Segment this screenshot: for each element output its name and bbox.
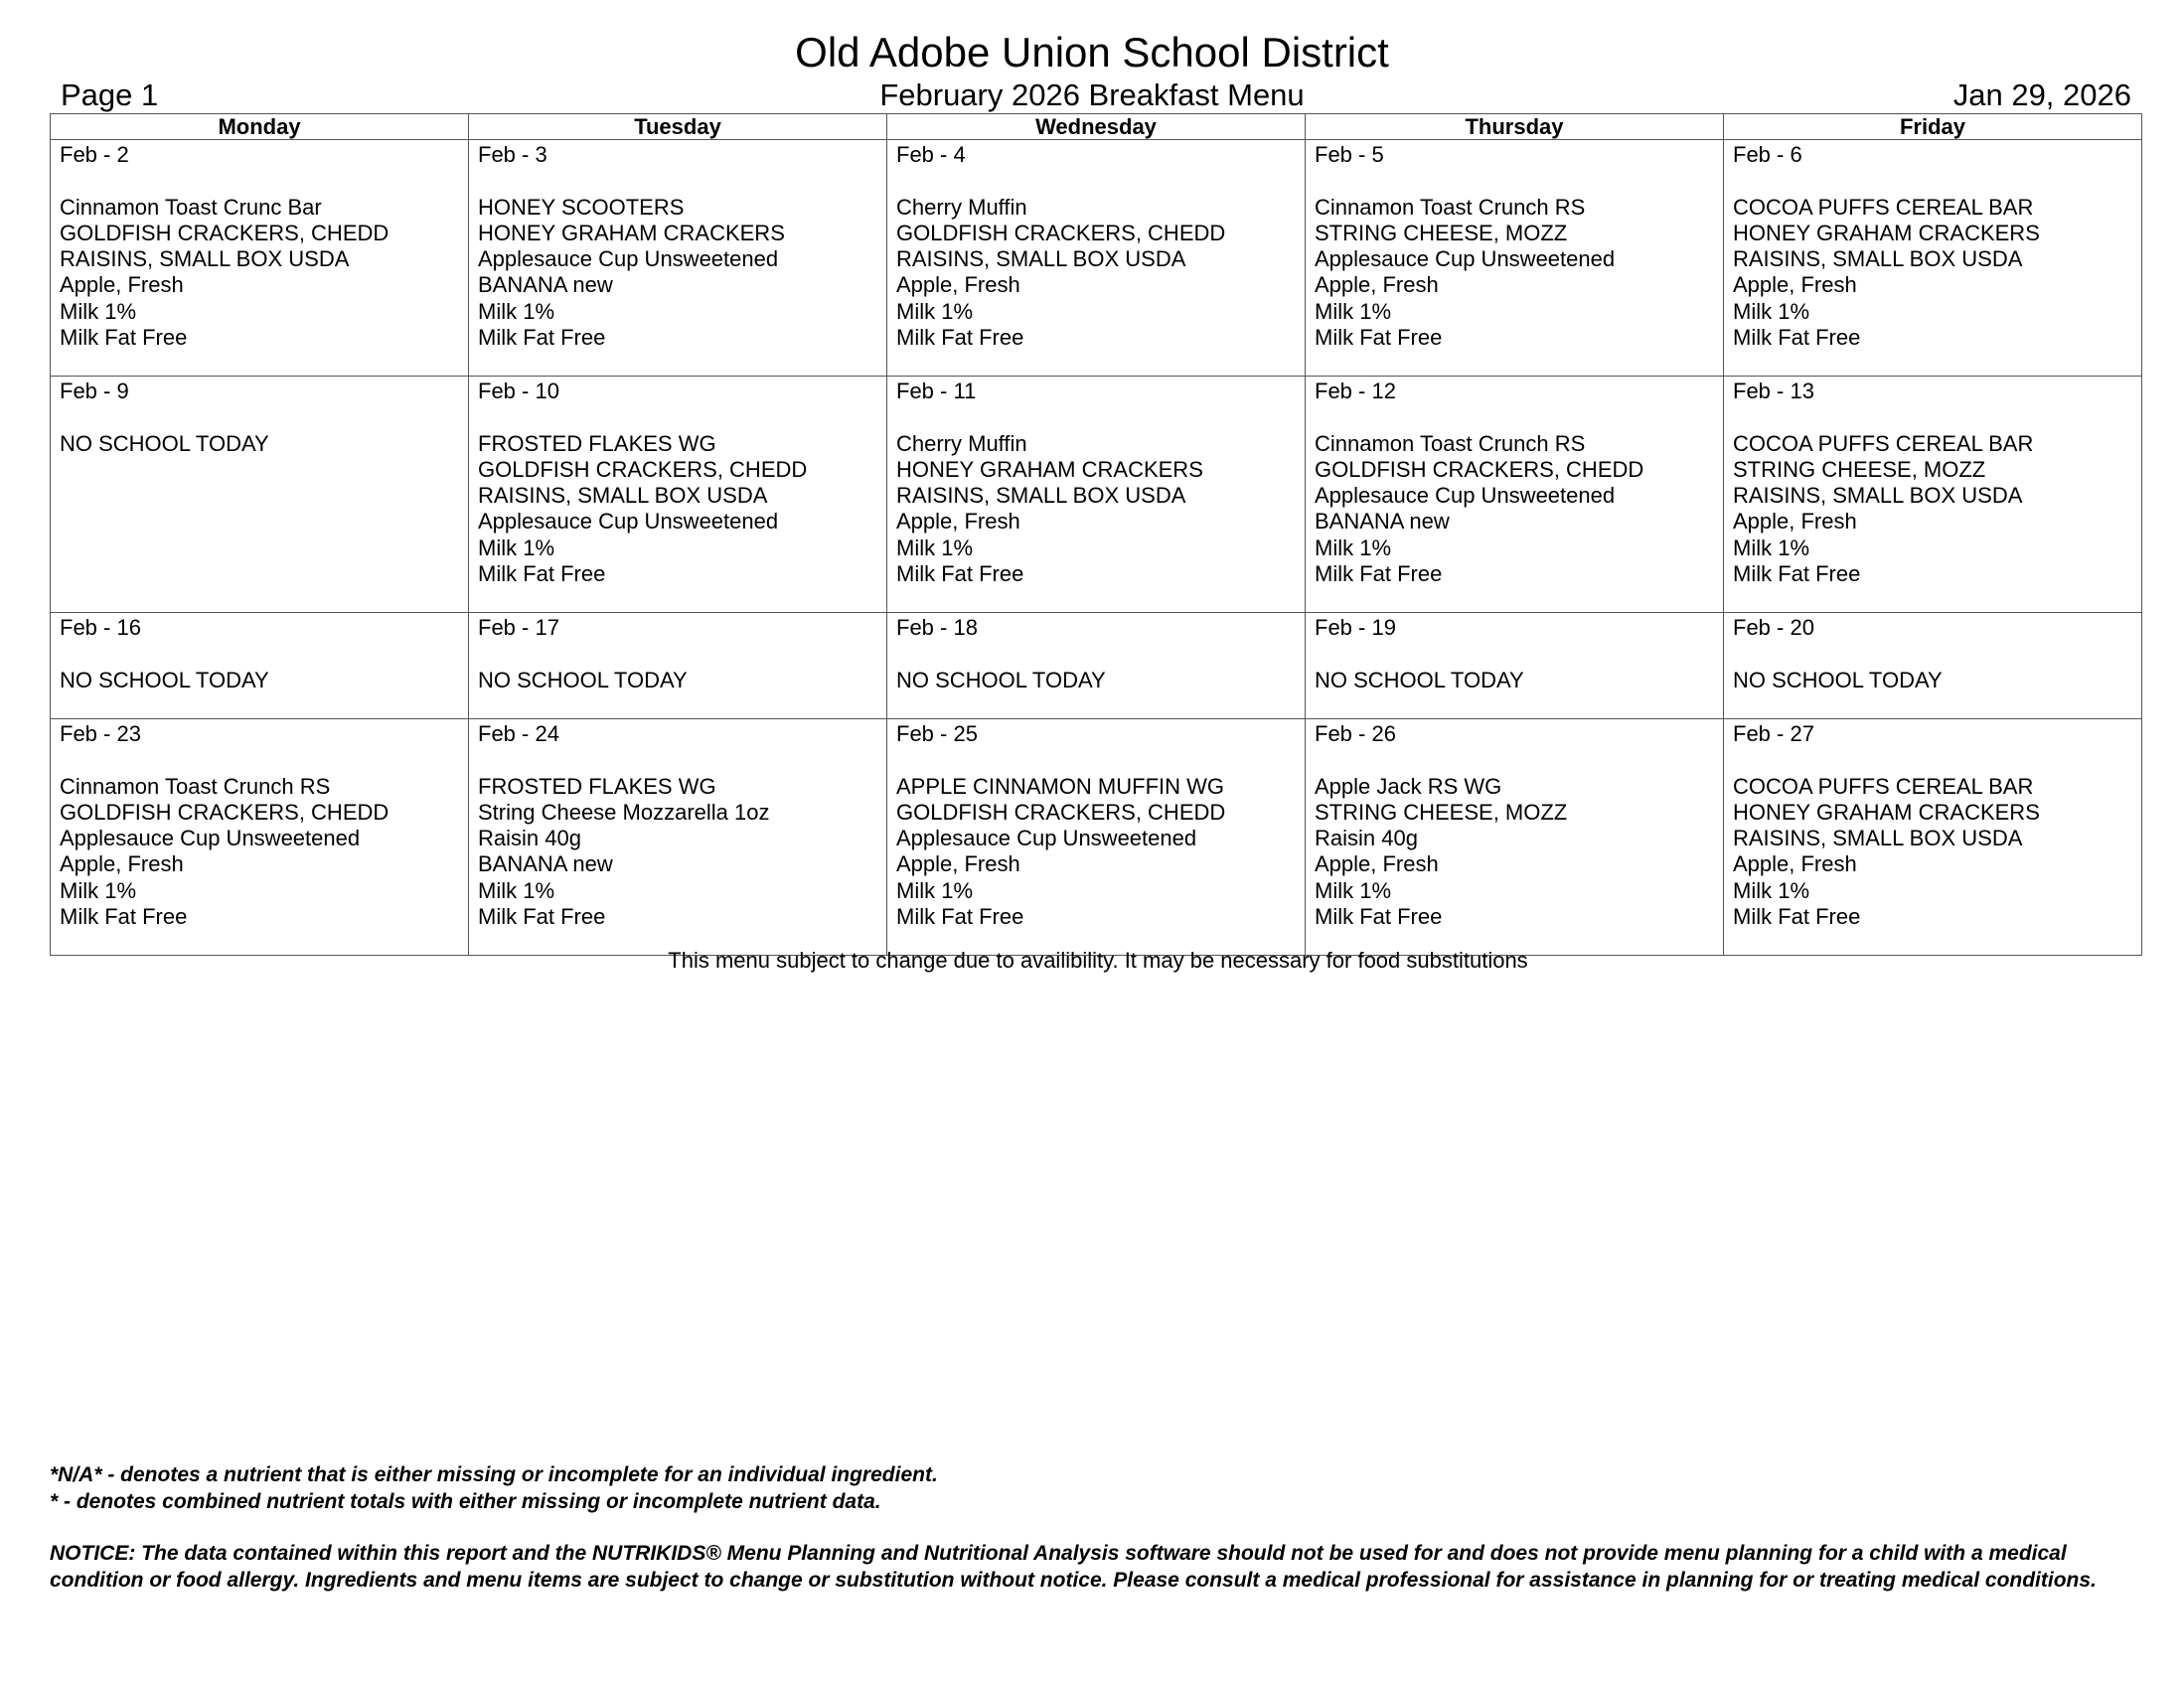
menu-item: Milk Fat Free	[478, 904, 606, 930]
cell-date: Feb - 26	[1315, 721, 1396, 746]
menu-item: Milk Fat Free	[1315, 325, 1443, 351]
menu-item: Applesauce Cup Unsweetened	[1315, 483, 1616, 509]
footnote-na: *N/A* - denotes a nutrient that is either missing or incomplete for an individual ingredient.	[50, 1463, 938, 1486]
week-row	[51, 140, 2142, 377]
menu-item: RAISINS, SMALL BOX USDA	[896, 483, 1186, 509]
menu-item: Applesauce Cup Unsweetened	[478, 246, 779, 272]
footnotes	[50, 1462, 2146, 1594]
menu-item: Milk 1%	[1315, 877, 1392, 903]
day-cell	[1724, 613, 2142, 719]
cell-date: Feb - 2	[60, 142, 129, 167]
menu-item: GOLDFISH CRACKERS, CHEDD	[60, 799, 390, 825]
menu-item: Apple Jack RS WG	[1315, 773, 1502, 799]
menu-item: FROSTED FLAKES WG	[478, 773, 716, 799]
cell-date: Feb - 6	[1733, 142, 1802, 167]
menu-item: Apple, Fresh	[896, 272, 1020, 298]
menu-item: Milk Fat Free	[1733, 904, 1861, 930]
menu-item: Cinnamon Toast Crunch RS	[60, 773, 331, 799]
menu-item: HONEY GRAHAM CRACKERS	[896, 456, 1203, 482]
day-cell	[469, 613, 887, 719]
menu-item: Milk 1%	[1733, 877, 1810, 903]
day-cell	[887, 140, 1306, 377]
cell-date: Feb - 17	[478, 615, 559, 640]
notice-text: NOTICE: The data contained within this report and the NUTRIKIDS® Menu Planning and Nutritional Analysis software should not be used for and does not provide menu planning for a child with a medical condition or food allergy. Ingredients and menu items are subject to change or substitution without notice. Please consult a medical professional for assistance in planning for or treating medical conditions.	[50, 1542, 2097, 1592]
day-cell	[887, 377, 1306, 613]
menu-item: RAISINS, SMALL BOX USDA	[1733, 826, 2023, 851]
day-header-thursday: Thursday	[1306, 114, 1724, 140]
menu-item: Cherry Muffin	[896, 430, 1027, 456]
menu-item: BANANA new	[1315, 509, 1450, 535]
menu-item: STRING CHEESE, MOZZ	[1733, 456, 1986, 482]
menu-item: STRING CHEESE, MOZZ	[1315, 799, 1568, 825]
breakfast-menu-table	[50, 113, 2142, 956]
day-cell	[1724, 377, 2142, 613]
menu-item: RAISINS, SMALL BOX USDA	[1733, 246, 2023, 272]
menu-item: Apple, Fresh	[60, 272, 184, 298]
menu-item: RAISINS, SMALL BOX USDA	[896, 246, 1186, 272]
menu-item: Apple, Fresh	[1315, 272, 1439, 298]
menu-item: HONEY SCOOTERS	[478, 194, 685, 220]
menu-item: Milk Fat Free	[60, 325, 188, 351]
menu-item: String Cheese Mozzarella 1oz	[478, 799, 770, 825]
day-cell	[51, 140, 469, 377]
day-cell	[469, 377, 887, 613]
footnote-star: * - denotes combined nutrient totals with either missing or incomplete nutrient data.	[50, 1489, 881, 1513]
menu-item: RAISINS, SMALL BOX USDA	[478, 483, 768, 509]
menu-item: Milk 1%	[60, 877, 137, 903]
menu-item: Milk Fat Free	[896, 904, 1024, 930]
menu-item: GOLDFISH CRACKERS, CHEDD	[896, 799, 1226, 825]
menu-item: Milk Fat Free	[896, 561, 1024, 587]
menu-item: Apple, Fresh	[1733, 509, 1857, 535]
menu-item: Cinnamon Toast Crunch RS	[1315, 430, 1586, 456]
menu-item: NO SCHOOL TODAY	[60, 430, 269, 456]
menu-item: Milk 1%	[478, 535, 555, 560]
menu-item: Raisin 40g	[1315, 826, 1418, 851]
cell-date: Feb - 23	[60, 721, 141, 746]
menu-item: Apple, Fresh	[1315, 851, 1439, 877]
cell-date: Feb - 10	[478, 379, 559, 403]
cell-date: Feb - 20	[1733, 615, 1814, 640]
cell-date: Feb - 13	[1733, 379, 1814, 403]
day-cell	[51, 719, 469, 956]
menu-item: RAISINS, SMALL BOX USDA	[60, 246, 350, 272]
menu-title: February 2026 Breakfast Menu	[879, 77, 1305, 112]
menu-item: HONEY GRAHAM CRACKERS	[1733, 220, 2040, 245]
menu-item: APPLE CINNAMON MUFFIN WG	[896, 773, 1225, 799]
cell-date: Feb - 3	[478, 142, 547, 167]
menu-item: GOLDFISH CRACKERS, CHEDD	[896, 220, 1226, 245]
menu-item: Apple, Fresh	[1733, 851, 1857, 877]
cell-date: Feb - 11	[896, 379, 977, 403]
menu-item: Cherry Muffin	[896, 194, 1027, 220]
week-row	[51, 613, 2142, 719]
menu-disclaimer: This menu subject to change due to availibility. It may be necessary for food substitutions	[668, 948, 1528, 973]
report-date: Jan 29, 2026	[1952, 77, 2131, 112]
menu-item: Applesauce Cup Unsweetened	[478, 509, 779, 535]
menu-item: GOLDFISH CRACKERS, CHEDD	[1315, 456, 1644, 482]
menu-item: GOLDFISH CRACKERS, CHEDD	[60, 220, 390, 245]
menu-item: HONEY GRAHAM CRACKERS	[1733, 799, 2040, 825]
menu-item: Milk 1%	[478, 877, 555, 903]
menu-item: Milk Fat Free	[1315, 561, 1443, 587]
day-cell	[1306, 613, 1724, 719]
menu-item: Milk 1%	[896, 877, 974, 903]
day-header-tuesday: Tuesday	[469, 114, 887, 140]
menu-item: Milk Fat Free	[60, 904, 188, 930]
menu-item: Apple, Fresh	[896, 509, 1020, 535]
menu-item: NO SCHOOL TODAY	[478, 667, 688, 692]
cell-date: Feb - 4	[896, 142, 966, 167]
day-header-friday: Friday	[1724, 114, 2142, 140]
day-cell	[1724, 719, 2142, 956]
cell-date: Feb - 12	[1315, 379, 1396, 403]
week-row	[51, 377, 2142, 613]
menu-item: NO SCHOOL TODAY	[60, 667, 269, 692]
menu-item: Milk 1%	[1315, 535, 1392, 560]
menu-item: Milk 1%	[1733, 298, 1810, 324]
cell-date: Feb - 5	[1315, 142, 1384, 167]
menu-item: COCOA PUFFS CEREAL BAR	[1733, 773, 2034, 799]
day-cell	[1306, 140, 1724, 377]
menu-item: Milk Fat Free	[478, 561, 606, 587]
menu-item: Cinnamon Toast Crunch RS	[1315, 194, 1586, 220]
menu-item: Milk 1%	[896, 298, 974, 324]
day-header-monday: Monday	[51, 114, 469, 140]
district-title: Old Adobe Union School District	[795, 29, 1389, 76]
menu-item: BANANA new	[478, 851, 613, 877]
menu-item: RAISINS, SMALL BOX USDA	[1733, 483, 2023, 509]
day-cell	[1306, 719, 1724, 956]
menu-item: Milk Fat Free	[1733, 561, 1861, 587]
menu-item: Cinnamon Toast Crunc Bar	[60, 194, 322, 220]
menu-item: Applesauce Cup Unsweetened	[60, 826, 361, 851]
menu-item: BANANA new	[478, 272, 613, 298]
menu-item: Applesauce Cup Unsweetened	[1315, 246, 1616, 272]
day-cell	[469, 140, 887, 377]
menu-item: COCOA PUFFS CEREAL BAR	[1733, 194, 2034, 220]
cell-date: Feb - 27	[1733, 721, 1814, 746]
menu-item: GOLDFISH CRACKERS, CHEDD	[478, 456, 808, 482]
menu-item: Milk 1%	[478, 298, 555, 324]
cell-date: Feb - 25	[896, 721, 978, 746]
day-cell	[51, 613, 469, 719]
day-cell	[1306, 377, 1724, 613]
day-header-wednesday: Wednesday	[887, 114, 1306, 140]
menu-item: FROSTED FLAKES WG	[478, 430, 716, 456]
cell-date: Feb - 18	[896, 615, 978, 640]
menu-item: Apple, Fresh	[896, 851, 1020, 877]
cell-date: Feb - 16	[60, 615, 141, 640]
menu-item: Milk Fat Free	[1315, 904, 1443, 930]
menu-item: Milk Fat Free	[896, 325, 1024, 351]
menu-item: Raisin 40g	[478, 826, 581, 851]
cell-date: Feb - 9	[60, 379, 129, 403]
day-cell	[1724, 140, 2142, 377]
cell-date: Feb - 24	[478, 721, 559, 746]
menu-item: COCOA PUFFS CEREAL BAR	[1733, 430, 2034, 456]
menu-item: STRING CHEESE, MOZZ	[1315, 220, 1568, 245]
page-number: Page 1	[61, 77, 159, 112]
menu-item: Milk Fat Free	[1733, 325, 1861, 351]
menu-item: Milk 1%	[1733, 535, 1810, 560]
cell-date: Feb - 19	[1315, 615, 1396, 640]
menu-item: Apple, Fresh	[60, 851, 184, 877]
day-cell	[469, 719, 887, 956]
day-cell	[887, 613, 1306, 719]
menu-item: HONEY GRAHAM CRACKERS	[478, 220, 785, 245]
menu-item: NO SCHOOL TODAY	[1315, 667, 1524, 692]
day-cell	[51, 377, 469, 613]
week-row	[51, 719, 2142, 956]
menu-item: Milk 1%	[1315, 298, 1392, 324]
menu-item: Milk Fat Free	[478, 325, 606, 351]
menu-item: Apple, Fresh	[1733, 272, 1857, 298]
menu-item: Milk 1%	[60, 298, 137, 324]
menu-item: NO SCHOOL TODAY	[896, 667, 1106, 692]
day-header-row	[51, 114, 2142, 140]
menu-item: Applesauce Cup Unsweetened	[896, 826, 1197, 851]
menu-item: NO SCHOOL TODAY	[1733, 667, 1943, 692]
menu-item: Milk 1%	[896, 535, 974, 560]
day-cell	[887, 719, 1306, 956]
